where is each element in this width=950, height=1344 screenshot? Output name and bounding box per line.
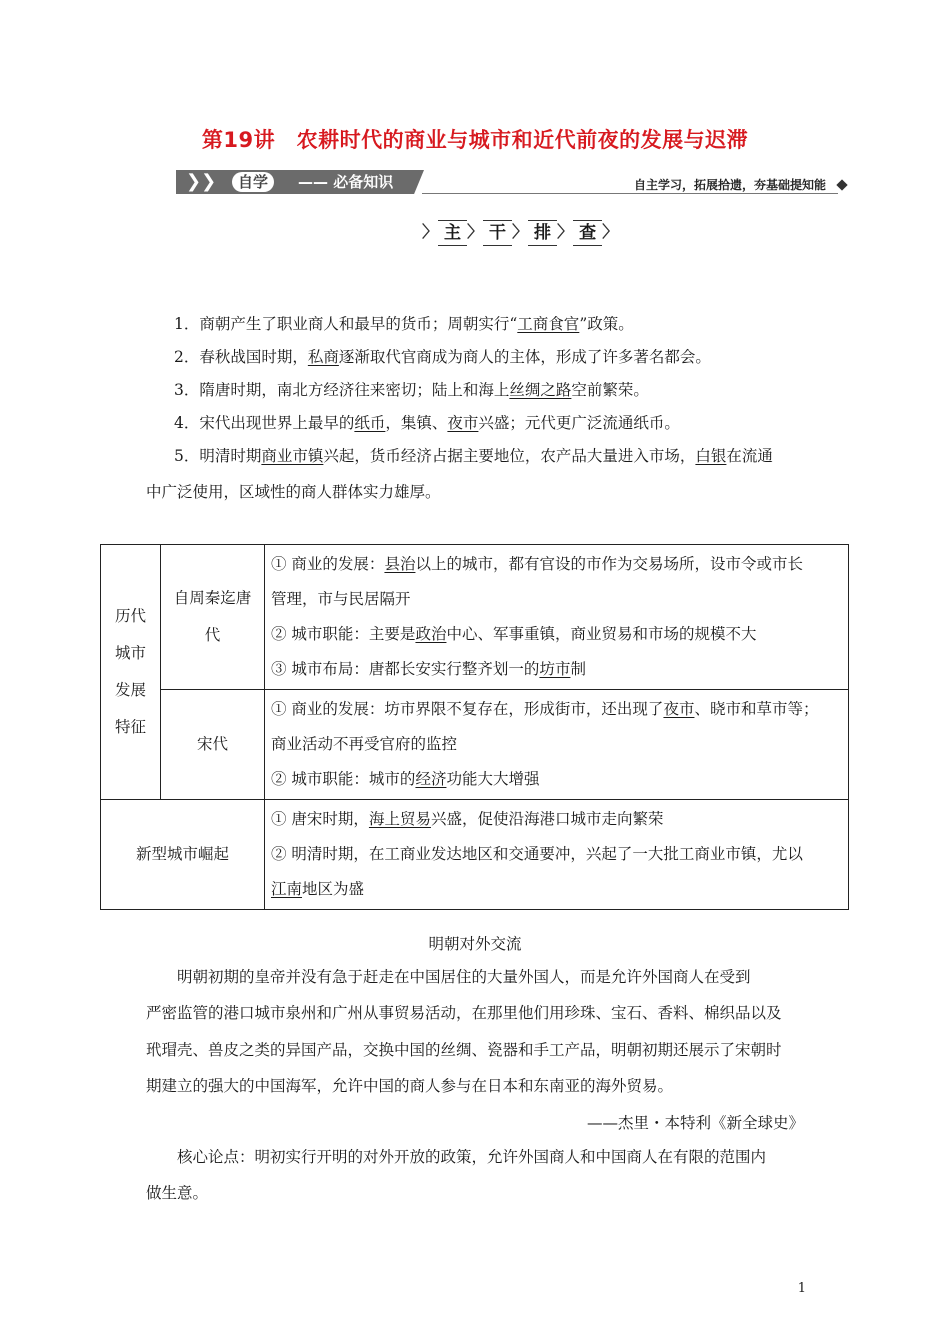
page-number: 1 bbox=[797, 1281, 806, 1296]
table-line: ② 城市职能：城市的经济功能大大增强 bbox=[271, 770, 540, 788]
chevron-icon: 〉 bbox=[512, 222, 529, 241]
city-feature-table bbox=[100, 544, 849, 910]
reading-source: ——杰里・本特利《新全球史》 bbox=[586, 1114, 804, 1132]
chevron-icon: 〉 bbox=[422, 222, 439, 241]
table-line: ① 商业的发展：县治以上的城市，都有官设的市作为交易场所，设市令或市长 bbox=[271, 555, 803, 573]
reading-line: 玳瑁壳、兽皮之类的异国产品，交换中国的丝绸、瓷器和手工产品，明朝初期还展示了宋朝时 bbox=[146, 1041, 782, 1059]
section-banner bbox=[176, 170, 848, 196]
point-2: 2．春秋战国时期，私商逐渐取代官商成为商人的主体，形成了许多著名都会。 bbox=[174, 348, 711, 366]
table-line: ① 唐宋时期，海上贸易兴盛，促使沿海港口城市走向繁荣 bbox=[271, 810, 664, 828]
period-label-1: 自周秦迄唐 代 bbox=[161, 545, 265, 690]
core-point-line: 做生意。 bbox=[146, 1184, 209, 1202]
table-line: 江南地区为盛 bbox=[271, 880, 365, 898]
banner-right-text: 自主学习，拓展拾遗，夯基础提知能 bbox=[633, 178, 826, 192]
group-label: 历代 城市 发展 特征 bbox=[101, 545, 161, 800]
lesson-title: 第19讲 农耕时代的商业与城市和近代前夜的发展与迟滞 bbox=[201, 128, 749, 152]
point-3: 3．隋唐时期，南北方经济往来密切；陆上和海上丝绸之路空前繁荣。 bbox=[174, 381, 649, 399]
banner-zixue: 自学 bbox=[232, 172, 274, 192]
table-line: ② 城市职能：主要是政治中心、军事重镇，商业贸易和市场的规模不大 bbox=[271, 625, 757, 643]
zhugan-char: 主 bbox=[438, 220, 467, 246]
chevron-icon: 〉 bbox=[602, 222, 619, 241]
new-city-content bbox=[265, 800, 849, 910]
table-line: 商业活动不再受官府的监控 bbox=[271, 735, 458, 753]
reading-line: 期建立的强大的中国海军，允许中国的商人参与在日本和东南亚的海外贸易。 bbox=[146, 1077, 674, 1095]
point-4: 4．宋代出现世界上最早的纸币，集镇、夜市兴盛；元代更广泛流通纸币。 bbox=[174, 414, 680, 432]
zhugan-char: 查 bbox=[573, 220, 602, 246]
core-point-line: 核心论点：明初实行开明的对外开放的政策，允许外国商人和中国商人在有限的范围内 bbox=[146, 1148, 767, 1166]
table-line: ③ 城市布局：唐都长安实行整齐划一的坊市制 bbox=[271, 660, 586, 678]
table-line: ② 明清时期，在工商业发达地区和交通要冲，兴起了一大批工商业市镇，尤以 bbox=[271, 845, 803, 863]
diamond-icon bbox=[836, 179, 847, 190]
banner-rule bbox=[422, 193, 838, 194]
chevron-right-icon: ❯❯ bbox=[186, 171, 217, 192]
reading-heading: 明朝对外交流 bbox=[428, 935, 522, 953]
chevron-icon: 〉 bbox=[557, 222, 574, 241]
point-1: 1．商朝产生了职业商人和最早的货币；周朝实行“工商食官”政策。 bbox=[174, 315, 634, 333]
reading-line: 明朝初期的皇帝并没有急于赶走在中国居住的大量外国人，而是允许外国商人在受到 bbox=[146, 968, 751, 986]
point-5: 5．明清时期商业市镇兴起，货币经济占据主要地位，农产品大量进入市场，白银在流通 bbox=[174, 447, 773, 465]
new-city-label: 新型城市崛起 bbox=[101, 800, 265, 910]
table-line: 管理，市与民居隔开 bbox=[271, 590, 411, 608]
chevron-icon: 〉 bbox=[467, 222, 484, 241]
reading-line: 严密监管的港口城市泉州和广州从事贸易活动，在那里他们用珍珠、宝石、香料、棉织品以及 bbox=[146, 1004, 782, 1022]
point-5-cont: 中广泛使用，区域性的商人群体实力雄厚。 bbox=[146, 483, 441, 501]
period-content-1 bbox=[265, 545, 849, 690]
zhugan-heading bbox=[422, 220, 618, 246]
zhugan-char: 干 bbox=[483, 220, 512, 246]
zhugan-char: 排 bbox=[528, 220, 557, 246]
period-content-2 bbox=[265, 690, 849, 800]
banner-subtitle: —— 必备知识 bbox=[298, 173, 394, 191]
period-label-2: 宋代 bbox=[161, 690, 265, 800]
table-line: ① 商业的发展：坊市界限不复存在，形成街市，还出现了夜市、晓市和草市等； bbox=[271, 700, 819, 718]
